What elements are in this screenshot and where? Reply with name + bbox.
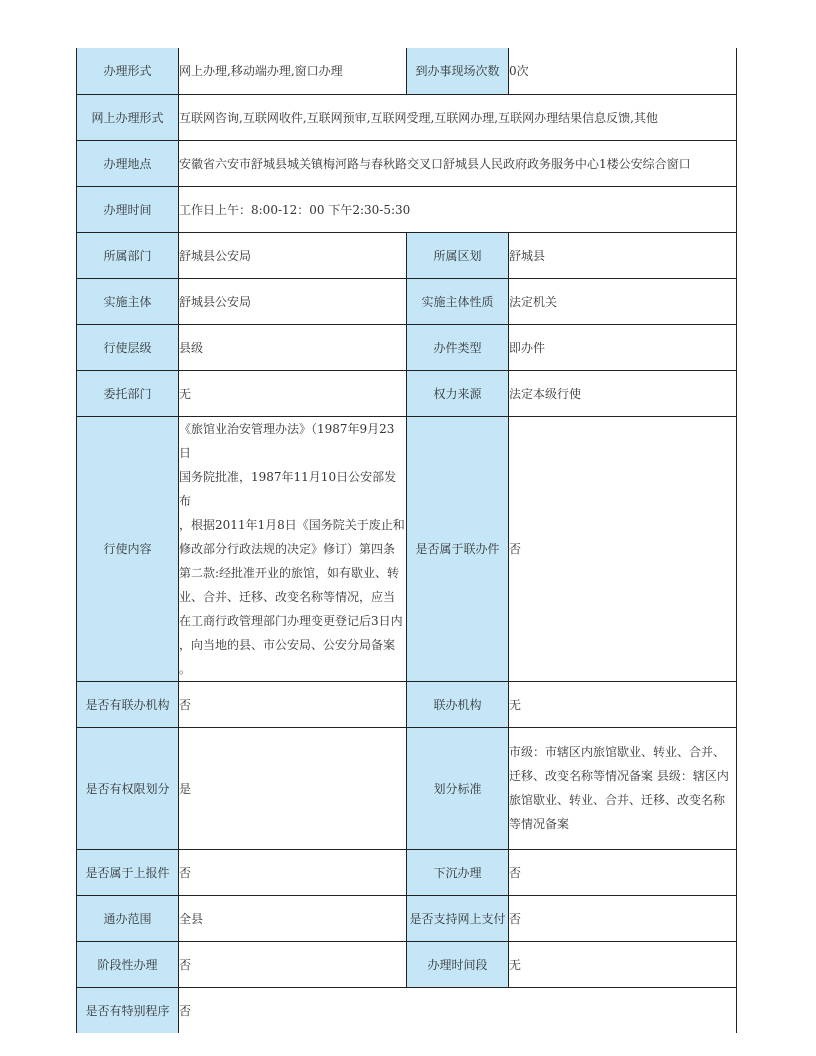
content-line: 第二款:经批准开业的旅馆，如有歇业、转	[179, 565, 400, 580]
label-sink-handling: 下沉办理	[407, 849, 509, 895]
label-entrusted-dept: 委托部门	[77, 370, 179, 416]
value-online-payment: 否	[509, 895, 737, 941]
row-authority-division	[77, 727, 737, 849]
row-implementing-body	[77, 278, 737, 324]
label-division-standard: 划分标准	[407, 727, 509, 849]
value-joint-case: 否	[509, 416, 737, 681]
value-power-source: 法定本级行使	[509, 370, 737, 416]
label-content: 行使内容	[77, 416, 179, 681]
row-scope	[77, 895, 737, 941]
value-scope: 全县	[179, 895, 407, 941]
row-entrusted-dept	[77, 370, 737, 416]
row-special-procedure	[77, 987, 737, 1033]
label-online-form: 网上办理形式	[77, 94, 179, 140]
standard-line: 旅馆歇业、转业、合并、迁移、改变名称	[509, 793, 726, 807]
row-handling-form	[77, 48, 737, 94]
label-online-payment: 是否支持网上支付	[407, 895, 509, 941]
value-time-period: 无	[509, 941, 737, 987]
standard-line: 等情况备案	[509, 817, 570, 831]
content-line: ，根据2011年1月8日《国务院关于废止和	[179, 517, 405, 532]
content-line: 《旅馆业治安管理办法》（1987年9月23日	[179, 421, 395, 460]
row-online-form	[77, 94, 737, 140]
value-department: 舒城县公安局	[179, 232, 407, 278]
label-joint-case: 是否属于联办件	[407, 416, 509, 681]
content-line: 。	[179, 661, 192, 676]
label-authority-division: 是否有权限划分	[77, 727, 179, 849]
label-joint-agency: 联办机构	[407, 681, 509, 727]
label-power-source: 权力来源	[407, 370, 509, 416]
value-body-nature: 法定机关	[509, 278, 737, 324]
label-has-joint-agency: 是否有联办机构	[77, 681, 179, 727]
label-location: 办理地点	[77, 140, 179, 186]
service-info-table	[76, 48, 737, 1033]
standard-line: 迁移、改变名称等情况备案 县级：辖区内	[509, 769, 729, 783]
content-line: 国务院批准，1987年11月10日公安部发布	[179, 469, 397, 508]
label-implementing-body: 实施主体	[77, 278, 179, 324]
row-department	[77, 232, 737, 278]
label-district: 所属区划	[407, 232, 509, 278]
label-scope: 通办范围	[77, 895, 179, 941]
label-body-nature: 实施主体性质	[407, 278, 509, 324]
value-case-type: 即办件	[509, 324, 737, 370]
value-location: 安徽省六安市舒城县城关镇梅河路与春秋路交叉口舒城县人民政府政务服务中心1楼公安综合窗口	[179, 140, 737, 186]
standard-line: 市级：市辖区内旅馆歇业、转业、合并、	[509, 745, 726, 759]
label-level: 行使层级	[77, 324, 179, 370]
value-sink-handling: 否	[509, 849, 737, 895]
value-entrusted-dept: 无	[179, 370, 407, 416]
row-joint-agency	[77, 681, 737, 727]
value-level: 县级	[179, 324, 407, 370]
content-line: 业、合并、迁移、改变名称等情况，应当	[179, 589, 396, 604]
value-hours: 工作日上午：8:00-12：00 下午2:30-5:30	[179, 186, 737, 232]
row-location	[77, 140, 737, 186]
label-time-period: 办理时间段	[407, 941, 509, 987]
row-hours	[77, 186, 737, 232]
label-case-type: 办件类型	[407, 324, 509, 370]
row-phased	[77, 941, 737, 987]
value-joint-agency: 无	[509, 681, 737, 727]
value-phased: 否	[179, 941, 407, 987]
label-phased: 阶段性办理	[77, 941, 179, 987]
value-handling-form: 网上办理,移动端办理,窗口办理	[179, 48, 407, 94]
content-line: 在工商行政管理部门办理变更登记后3日内	[179, 613, 403, 628]
value-report-case: 否	[179, 849, 407, 895]
label-special-procedure: 是否有特别程序	[77, 987, 179, 1033]
value-authority-division: 是	[179, 727, 407, 849]
row-level	[77, 324, 737, 370]
label-report-case: 是否属于上报件	[77, 849, 179, 895]
value-onsite-visits: 0次	[509, 48, 737, 94]
value-online-form: 互联网咨询,互联网收件,互联网预审,互联网受理,互联网办理,互联网办理结果信息反馈,其他	[179, 94, 737, 140]
value-special-procedure: 否	[179, 987, 737, 1033]
value-district: 舒城县	[509, 232, 737, 278]
content-line: ，向当地的县、市公安局、公安分局备案	[179, 637, 396, 652]
value-content	[179, 416, 407, 681]
label-onsite-visits: 到办事现场次数	[407, 48, 509, 94]
label-hours: 办理时间	[77, 186, 179, 232]
row-content	[77, 416, 737, 681]
label-handling-form: 办理形式	[77, 48, 179, 94]
content-line: 修改部分行政法规的决定》修订）第四条	[179, 541, 396, 556]
label-department: 所属部门	[77, 232, 179, 278]
value-implementing-body: 舒城县公安局	[179, 278, 407, 324]
value-has-joint-agency: 否	[179, 681, 407, 727]
row-report	[77, 849, 737, 895]
value-division-standard	[509, 727, 737, 849]
